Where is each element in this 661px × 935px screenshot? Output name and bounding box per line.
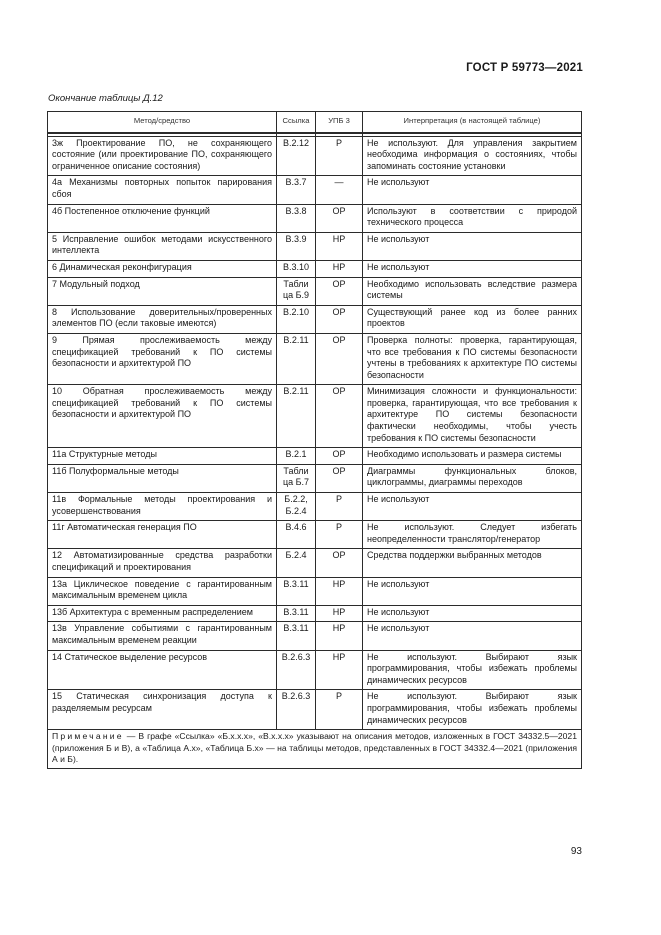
cell-sil: ОР [316, 305, 363, 333]
cell-interpretation: Средства поддержки выбранных методов [363, 549, 582, 577]
column-header-reference: Ссылка [277, 112, 316, 133]
table-row [48, 650, 582, 690]
cell-method: 8 Использование доверительных/проверенных элементов ПО (если таковые имеются) [48, 305, 277, 333]
table-row [48, 549, 582, 577]
table-header-row [48, 112, 582, 133]
cell-method: 14 Статическое выделение ресурсов [48, 650, 277, 690]
cell-reference: В.2.1 [277, 448, 316, 465]
column-header-sil: УПБ 3 [316, 112, 363, 133]
table-row [48, 232, 582, 260]
table-row [48, 464, 582, 492]
column-header-method: Метод/средство [48, 112, 277, 133]
cell-reference: В.3.11 [277, 577, 316, 605]
cell-reference: В.2.11 [277, 385, 316, 448]
table-row [48, 605, 582, 622]
cell-interpretation: Необходимо использовать и размера системы [363, 448, 582, 465]
cell-method: 11в Формальные методы проектирования и усовершенствования [48, 493, 277, 521]
table-row [48, 448, 582, 465]
table-row [48, 176, 582, 204]
note-label: Примечание [52, 731, 124, 742]
cell-method: 6 Динамическая реконфигурация [48, 260, 277, 277]
cell-reference: В.2.6.3 [277, 690, 316, 730]
cell-sil: НР [316, 260, 363, 277]
methods-table [47, 111, 582, 769]
cell-interpretation: Не используют. Для управления закрытием необходима информация о состояниях, чтобы запоминать состояние установки [363, 136, 582, 176]
cell-method: 9 Прямая прослеживаемость между спецификацией требований к ПО системы безопасности и архитектурой ПО [48, 333, 277, 384]
cell-interpretation: Не используют. Выбирают язык программирования, чтобы избежать проблемы динамических ресурсов [363, 650, 582, 690]
cell-reference: В.3.10 [277, 260, 316, 277]
cell-method: 7 Модульный подход [48, 277, 277, 305]
cell-reference: В.2.11 [277, 333, 316, 384]
cell-sil: НР [316, 650, 363, 690]
table-row [48, 333, 582, 384]
cell-interpretation: Необходимо использовать вследствие размера системы [363, 277, 582, 305]
cell-sil: Р [316, 136, 363, 176]
table-row [48, 277, 582, 305]
cell-interpretation: Проверка полноты: проверка, гарантирующая, что все требования к ПО системы безопасности учтены в требованиях к архитектуре ПО системы безопасности [363, 333, 582, 384]
cell-method: 11б Полуформальные методы [48, 464, 277, 492]
table-row [48, 305, 582, 333]
note-text: — В графе «Ссылка» «Б.х.х.х», «В.х.х.х» указывают на описания методов, изложенных в ГОСТ 34332.5—2021 (приложения Б и В), а «Таблица А.х», «Таблица Б.х» — на таблицы методов, представленных в ГОСТ 34332.4—2021 (приложения А и Б). [52, 731, 577, 764]
cell-sil: ОР [316, 464, 363, 492]
table-row [48, 385, 582, 448]
cell-interpretation: Не используют [363, 493, 582, 521]
cell-interpretation: Не используют [363, 577, 582, 605]
cell-reference: В.4.6 [277, 521, 316, 549]
cell-method: 13б Архитектура с временным распределением [48, 605, 277, 622]
cell-interpretation: Не используют [363, 605, 582, 622]
cell-reference: Таблица Б.7 [277, 464, 316, 492]
cell-reference: В.3.11 [277, 605, 316, 622]
cell-reference: В.3.11 [277, 622, 316, 650]
cell-reference: Б.2.4 [277, 549, 316, 577]
cell-reference: В.2.12 [277, 136, 316, 176]
cell-sil: ОР [316, 448, 363, 465]
cell-interpretation: Минимизация сложности и функциональности: проверка, гарантирующая, что все требования к архитектуре ПО системы безопасности фактически необходимы, чтобы учесть требования к ПО системы безопасности [363, 385, 582, 448]
cell-method: 12 Автоматизированные средства разработки спецификаций и проектирования [48, 549, 277, 577]
cell-sil: Р [316, 690, 363, 730]
cell-reference: В.3.9 [277, 232, 316, 260]
cell-interpretation: Используют в соответствии с природой технического процесса [363, 204, 582, 232]
cell-method: 15 Статическая синхронизация доступа к разделяемым ресурсам [48, 690, 277, 730]
page-number: 93 [570, 846, 582, 857]
table-note [48, 730, 582, 769]
cell-sil: ОР [316, 549, 363, 577]
cell-sil: НР [316, 232, 363, 260]
cell-reference: В.2.10 [277, 305, 316, 333]
cell-method: 13а Циклическое поведение с гарантированным максимальным временем цикла [48, 577, 277, 605]
table-body [48, 133, 582, 730]
table-row [48, 493, 582, 521]
cell-sil: Р [316, 521, 363, 549]
cell-method: 3ж Проектирование ПО, не сохраняющего состояние (или проектирование ПО, сохраняющего ограниченное описание состояния) [48, 136, 277, 176]
column-header-interpretation: Интерпретация (в настоящей таблице) [363, 112, 582, 133]
note-row [48, 730, 582, 769]
cell-reference: Таблица Б.9 [277, 277, 316, 305]
table-row [48, 690, 582, 730]
cell-method: 10 Обратная прослеживаемость между спецификацией требований к ПО системы безопасности и архитектурой ПО [48, 385, 277, 448]
cell-reference: Б.2.2, Б.2.4 [277, 493, 316, 521]
document-code: ГОСТ Р 59773—2021 [466, 62, 583, 74]
cell-sil: ОР [316, 277, 363, 305]
cell-sil: НР [316, 577, 363, 605]
table-row [48, 204, 582, 232]
cell-sil: НР [316, 622, 363, 650]
cell-method: 4а Механизмы повторных попыток парирования сбоя [48, 176, 277, 204]
table-row [48, 577, 582, 605]
cell-sil: Р [316, 493, 363, 521]
table-row [48, 622, 582, 650]
table-caption: Окончание таблицы Д.12 [48, 93, 163, 104]
cell-reference: В.2.6.3 [277, 650, 316, 690]
cell-interpretation: Диаграммы функциональных блоков, циклограммы, диаграммы переходов [363, 464, 582, 492]
cell-method: 4б Постепенное отключение функций [48, 204, 277, 232]
cell-method: 11а Структурные методы [48, 448, 277, 465]
cell-interpretation: Не используют [363, 622, 582, 650]
table-row [48, 136, 582, 176]
cell-interpretation: Существующий ранее код из более ранних проектов [363, 305, 582, 333]
cell-interpretation: Не используют. Выбирают язык программирования, чтобы избежать проблемы динамических ресурсов [363, 690, 582, 730]
cell-reference: В.3.7 [277, 176, 316, 204]
cell-sil: ОР [316, 204, 363, 232]
cell-interpretation: Не используют. Следует избегать неопределенности транслятор/генератор [363, 521, 582, 549]
cell-interpretation: Не используют [363, 232, 582, 260]
cell-interpretation: Не используют [363, 176, 582, 204]
cell-sil: ОР [316, 333, 363, 384]
cell-method: 13в Управление событиями с гарантированным максимальным временем реакции [48, 622, 277, 650]
cell-sil: — [316, 176, 363, 204]
cell-sil: НР [316, 605, 363, 622]
cell-sil: ОР [316, 385, 363, 448]
cell-reference: В.3.8 [277, 204, 316, 232]
table-row [48, 521, 582, 549]
cell-method: 5 Исправление ошибок методами искусственного интеллекта [48, 232, 277, 260]
table-row [48, 260, 582, 277]
cell-method: 11г Автоматическая генерация ПО [48, 521, 277, 549]
cell-interpretation: Не используют [363, 260, 582, 277]
